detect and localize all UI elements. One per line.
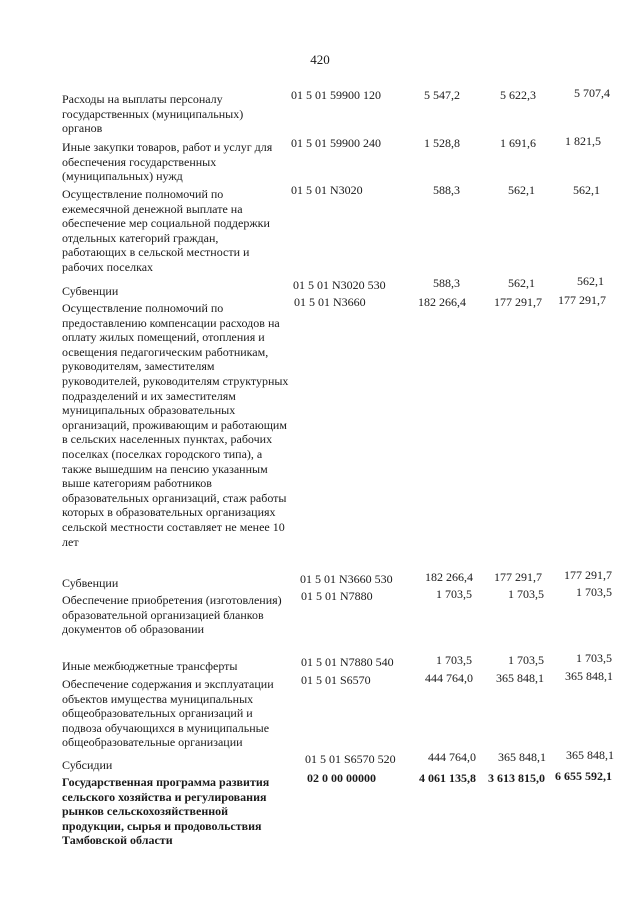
row-value-2: 365 848,1 (496, 671, 544, 685)
row-value-1: 1 528,8 (424, 136, 460, 150)
row-code: 01 5 01 S6570 520 (305, 752, 396, 766)
row-value-3: 177 291,7 (564, 568, 612, 582)
row-description: Субвенции (62, 576, 119, 590)
row-description: Субвенции (62, 284, 119, 298)
row-value-2: 5 622,3 (500, 88, 536, 102)
row-value-1: 588,3 (433, 276, 460, 290)
row-value-3: 6 655 592,1 (555, 769, 612, 783)
row-value-2: 1 691,6 (500, 136, 536, 150)
row-value-3: 1 703,5 (576, 651, 612, 665)
row-code: 01 5 01 N7880 540 (301, 655, 394, 669)
row-value-3: 5 707,4 (574, 86, 610, 100)
row-code: 01 5 01 N7880 (301, 589, 373, 603)
row-value-3: 365 848,1 (565, 669, 613, 683)
row-code: 01 5 01 N3660 (294, 295, 366, 309)
row-value-3: 1 821,5 (565, 134, 601, 148)
row-description: Иные закупки товаров, работ и услуг для обеспечения государственных (муниципальных) нужд (62, 140, 273, 184)
row-code: 01 5 01 N3020 530 (293, 278, 386, 292)
row-value-2: 3 613 815,0 (488, 771, 545, 785)
row-value-2: 562,1 (508, 183, 535, 197)
row-code: 01 5 01 S6570 (301, 673, 371, 687)
row-code: 01 5 01 59900 120 (291, 88, 381, 102)
row-value-3: 1 703,5 (576, 585, 612, 599)
row-code: 01 5 01 59900 240 (291, 136, 381, 150)
row-value-2: 365 848,1 (498, 750, 546, 764)
row-value-3: 365 848,1 (566, 748, 614, 762)
row-description: Осуществление полномочий по ежемесячной денежной выплате на обеспечение мер социальной поддержки отдельных категорий граждан, работающих в сельской местности и рабочих поселках (62, 187, 270, 274)
row-value-1: 444 764,0 (425, 671, 473, 685)
row-description: Государственная программа развития сельского хозяйства и регулирования рынков сельскохозяйственной продукции, сырья и продовольствия Тамбовской области (62, 775, 270, 848)
row-description: Иные межбюджетные трансферты (62, 659, 238, 673)
row-value-1: 4 061 135,8 (419, 771, 476, 785)
row-value-1: 444 764,0 (428, 750, 476, 764)
row-value-2: 1 703,5 (508, 653, 544, 667)
row-description: Расходы на выплаты персоналу государственных (муниципальных) органов (62, 92, 244, 136)
row-description: Субсидии (62, 758, 113, 772)
row-value-1: 5 547,2 (424, 88, 460, 102)
row-value-1: 182 266,4 (418, 295, 466, 309)
row-code: 01 5 01 N3020 (291, 183, 363, 197)
row-value-1: 1 703,5 (436, 587, 472, 601)
row-value-3: 177 291,7 (558, 293, 606, 307)
row-value-3: 562,1 (573, 183, 600, 197)
row-code: 02 0 00 00000 (307, 771, 376, 785)
row-value-2: 177 291,7 (494, 295, 542, 309)
row-description: Осуществление полномочий по предоставлению компенсации расходов на оплату жилых помещений, отопления и освещения педагогическим работникам, руководителям, заместителям руководителей, руководителям структурных подразделений и их заместителям муниципальных образовательных организаций, проживающим и работающим в сельских населенных пунктах, рабочих поселках (поселках городского типа), а также вышедшим на пенсию указанным выше категориям работников образовательных организаций, стаж работы которых в образовательных организациях сельской местности составляет не менее 10 лет (62, 301, 289, 549)
row-description: Обеспечение приобретения (изготовления) образовательной организацией бланков документов об образовании (62, 593, 282, 637)
row-code: 01 5 01 N3660 530 (300, 572, 393, 586)
row-value-3: 562,1 (577, 274, 604, 288)
page-number: 420 (310, 52, 330, 67)
row-value-2: 1 703,5 (508, 587, 544, 601)
row-value-2: 177 291,7 (494, 570, 542, 584)
row-description: Обеспечение содержания и эксплуатации объектов имущества муниципальных общеобразовательных организаций и подвоза обучающихся в муниципальные общеобразовательные организации (62, 677, 274, 750)
row-value-1: 1 703,5 (436, 653, 472, 667)
row-value-2: 562,1 (508, 276, 535, 290)
row-value-1: 182 266,4 (425, 570, 473, 584)
row-value-1: 588,3 (433, 183, 460, 197)
